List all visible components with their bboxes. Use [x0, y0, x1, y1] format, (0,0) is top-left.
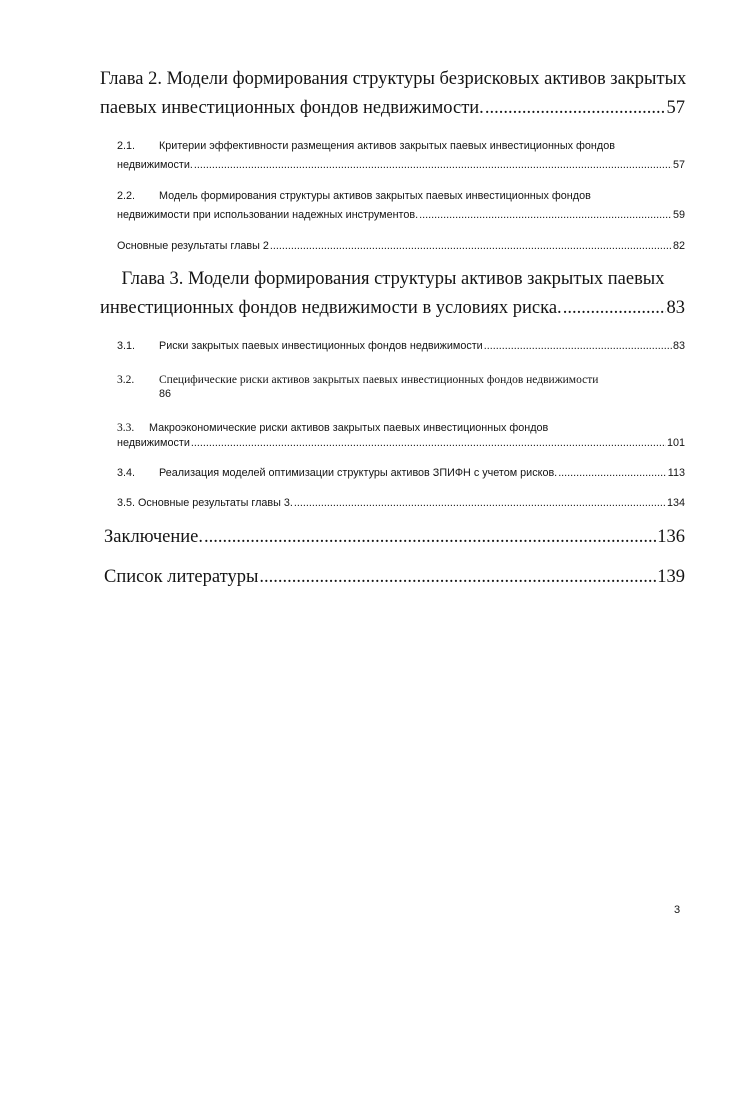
section-3-1-entry[interactable]: [117, 340, 685, 352]
dot-leader: [194, 159, 672, 171]
section-title: Специфические риски активов закрытых паевых инвестиционных фондов недвижимости: [159, 374, 599, 386]
section-title: Реализация моделей оптимизации структуры активов ЗПИФН с учетом рисков.: [159, 467, 558, 479]
section-number: 3.2.: [117, 374, 135, 386]
section-title: Критерии эффективности размещения активов закрытых паевых инвестиционных фондов: [159, 140, 615, 152]
section-2-2-leader[interactable]: [117, 209, 685, 221]
section-2-1-line1[interactable]: [117, 140, 615, 152]
chapter-3-title-line1: Глава 3. Модели формирования структуры активов закрытых паевых: [121, 269, 665, 289]
section-2-2-line1[interactable]: [117, 190, 591, 202]
section-page: 101: [666, 437, 685, 449]
bibliography-page: 139: [657, 567, 685, 587]
chapter-2-page: 57: [666, 98, 685, 118]
section-title: Риски закрытых паевых инвестиционных фондов недвижимости: [159, 340, 483, 352]
section-number: 2.1.: [117, 140, 136, 152]
chapter-3-page: 83: [666, 298, 685, 318]
section-number: 3.5.: [117, 497, 136, 509]
section-page: 134: [666, 497, 685, 509]
chapter-2-title-line1: Глава 2. Модели формирования структуры безрисковых активов закрытых: [100, 69, 687, 89]
conclusion-entry[interactable]: [104, 525, 685, 549]
chapter-3-entry[interactable]: [100, 296, 685, 320]
dot-leader: [484, 340, 672, 352]
chapter-2-entry[interactable]: [100, 96, 685, 120]
section-3-2-line1[interactable]: [117, 370, 598, 388]
section-3-1-text: [117, 340, 483, 352]
section-3-3-line1[interactable]: [117, 418, 548, 436]
chapter-2-title-line2: паевых инвестиционных фондов недвижимости.: [100, 98, 484, 118]
page-number: 3: [674, 904, 681, 916]
section-3-5-text: [117, 497, 293, 509]
section-number: 2.2.: [117, 190, 136, 202]
dot-leader: [204, 525, 656, 549]
bibliography-label: Список литературы: [104, 567, 259, 587]
section-title-cont: недвижимости.: [117, 159, 193, 171]
section-number: 3.4.: [117, 467, 136, 479]
section-page: 113: [667, 467, 685, 479]
section-3-4-entry[interactable]: [117, 467, 685, 479]
section-3-4-text: [117, 467, 557, 479]
dot-leader: [191, 437, 666, 449]
section-title-cont: недвижимости: [117, 437, 190, 449]
dot-leader: [563, 296, 666, 320]
section-3-2-page: 86: [159, 388, 172, 400]
dot-leader: [485, 96, 666, 120]
dot-leader: [270, 240, 672, 252]
section-title-cont: недвижимости при использовании надежных инструментов.: [117, 209, 419, 221]
conclusion-page: 136: [657, 527, 685, 547]
section-page: 83: [672, 340, 685, 352]
section-page: 59: [672, 209, 685, 221]
chapter-2-results-entry[interactable]: [117, 240, 685, 252]
dot-leader: [294, 497, 666, 509]
results-label: Основные результаты главы 2: [117, 240, 269, 252]
section-number: 3.3.: [117, 422, 135, 434]
conclusion-label: Заключение.: [104, 527, 203, 547]
section-number: 3.1.: [117, 340, 136, 352]
dot-leader: [558, 467, 667, 479]
bibliography-entry[interactable]: [104, 565, 685, 589]
results-page: 82: [672, 240, 685, 252]
section-2-1-leader[interactable]: [117, 159, 685, 171]
section-title: Макроэкономические риски активов закрытых паевых инвестиционных фондов: [149, 422, 549, 434]
dot-leader: [259, 565, 656, 589]
chapter-3-title-line2: инвестиционных фондов недвижимости в условиях риска.: [100, 298, 562, 318]
dot-leader: [419, 209, 672, 221]
section-title: Модель формирования структуры активов закрытых паевых инвестиционных фондов: [159, 190, 591, 202]
section-page: 57: [672, 159, 685, 171]
section-3-5-entry[interactable]: [117, 497, 685, 509]
section-title: Основные результаты главы 3.: [138, 497, 293, 509]
section-3-3-leader[interactable]: [117, 437, 685, 449]
